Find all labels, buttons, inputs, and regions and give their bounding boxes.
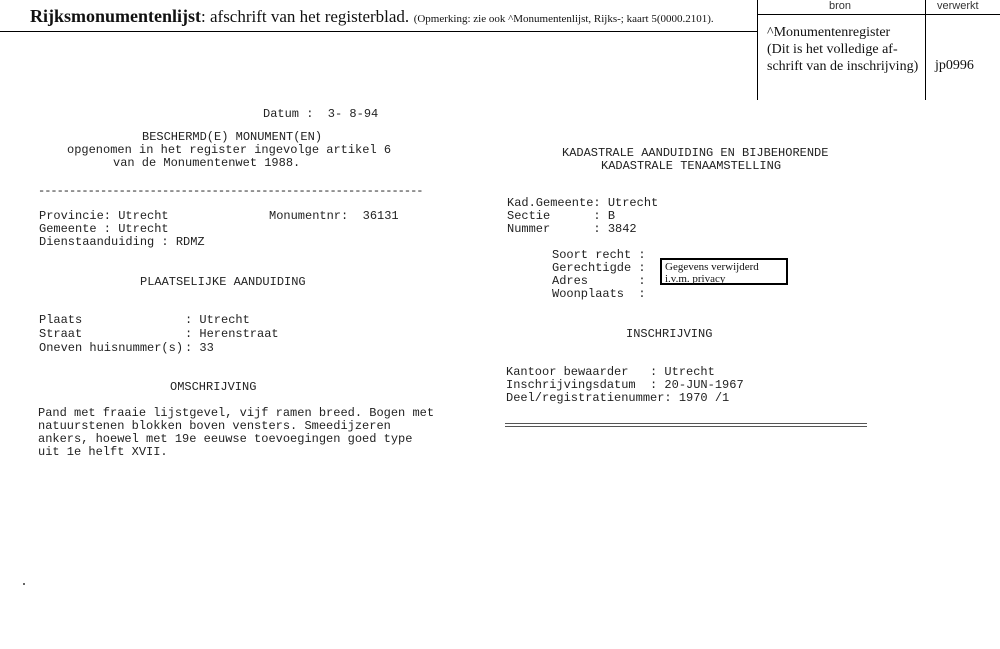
title-note: (Opmerking: zie ook ^Monumentenlijst, Rijks-; kaart 5(0000.2101). — [413, 13, 714, 25]
kadastrale-heading-line: KADASTRALE AANDUIDING EN BIJBEHORENDE — [562, 146, 829, 160]
provincie: Provincie: Utrecht — [39, 209, 169, 223]
gemeente: Gemeente : Utrecht — [39, 222, 169, 236]
section-heading-plaatselijke: PLAATSELIJKE AANDUIDING — [140, 275, 306, 289]
huisnummer-value: : 33 — [185, 341, 214, 355]
header-rule — [0, 31, 757, 32]
verwerkt-value: jp0996 — [935, 58, 974, 73]
privacy-redaction-box: Gegevens verwijderd i.v.m. privacy — [660, 258, 788, 285]
title-rest: : afschrift van het registerblad. — [201, 7, 410, 26]
section-heading-inschrijving: INSCHRIJVING — [626, 327, 713, 341]
title-main: Rijksmonumentenlijst — [30, 6, 202, 26]
dienstaanduiding: Dienstaanduiding : RDMZ — [39, 235, 205, 249]
heading-line: van de Monumentenwet 1988. — [113, 156, 301, 170]
source-box-left-border — [757, 0, 758, 100]
inschrijvingsdatum: Inschrijvingsdatum : 20-JUN-1967 — [506, 378, 744, 392]
adres: Adres : — [552, 274, 646, 288]
kad-gemeente: Kad.Gemeente: Utrecht — [507, 196, 659, 210]
deel-registratienummer: Deel/registratienummer: 1970 /1 — [506, 391, 730, 405]
source-box-header-rule — [757, 14, 1000, 15]
plaats-label: Plaats — [39, 313, 83, 327]
description-line: uit 1e helft XVII. — [38, 445, 168, 459]
dashed-separator: -------------------------------------------------------------- — [38, 184, 423, 198]
double-rule-bottom — [505, 426, 867, 427]
column-label-bron: bron — [829, 0, 852, 12]
column-label-verwerkt: verwerkt — [937, 0, 979, 12]
soort-recht: Soort recht : — [552, 248, 646, 262]
sectie: Sectie : B — [507, 209, 616, 223]
monumentnr: Monumentnr: 36131 — [269, 209, 399, 223]
woonplaats: Woonplaats : — [552, 287, 646, 301]
bron-line: (Dit is het volledige af- — [767, 42, 898, 57]
description-line: natuurstenen blokken boven vensters. Smeedijzeren — [38, 419, 391, 433]
plaats-value: : Utrecht — [185, 313, 250, 327]
section-heading-omschrijving: OMSCHRIJVING — [170, 380, 257, 394]
bron-line: ^Monumentenregister — [767, 25, 891, 40]
straat-value: : Herenstraat — [185, 327, 279, 341]
description-line: ankers, hoewel met 19e eeuwse toevoegingen goed type — [38, 432, 413, 446]
page-title — [30, 6, 714, 27]
heading-line: opgenomen in het register ingevolge artikel 6 — [67, 143, 392, 157]
gerechtigde: Gerechtigde : — [552, 261, 646, 275]
datum: Datum : 3- 8-94 — [263, 107, 379, 121]
bron-text — [767, 24, 918, 75]
description-line: Pand met fraaie lijstgevel, vijf ramen breed. Bogen met — [38, 406, 435, 420]
kantoor-bewaarder: Kantoor bewaarder : Utrecht — [506, 365, 715, 379]
double-rule-top — [505, 423, 867, 424]
scan-speck — [23, 583, 25, 585]
straat-label: Straat — [39, 327, 83, 341]
nummer: Nummer : 3842 — [507, 222, 637, 236]
heading-line: BESCHERMD(E) MONUMENT(EN) — [142, 130, 323, 144]
bron-line: schrift van de inschrijving) — [767, 59, 919, 74]
source-box-divider — [925, 0, 926, 100]
huisnummer-label: Oneven huisnummer(s) — [39, 341, 184, 355]
kadastrale-heading-line: KADASTRALE TENAAMSTELLING — [601, 159, 782, 173]
